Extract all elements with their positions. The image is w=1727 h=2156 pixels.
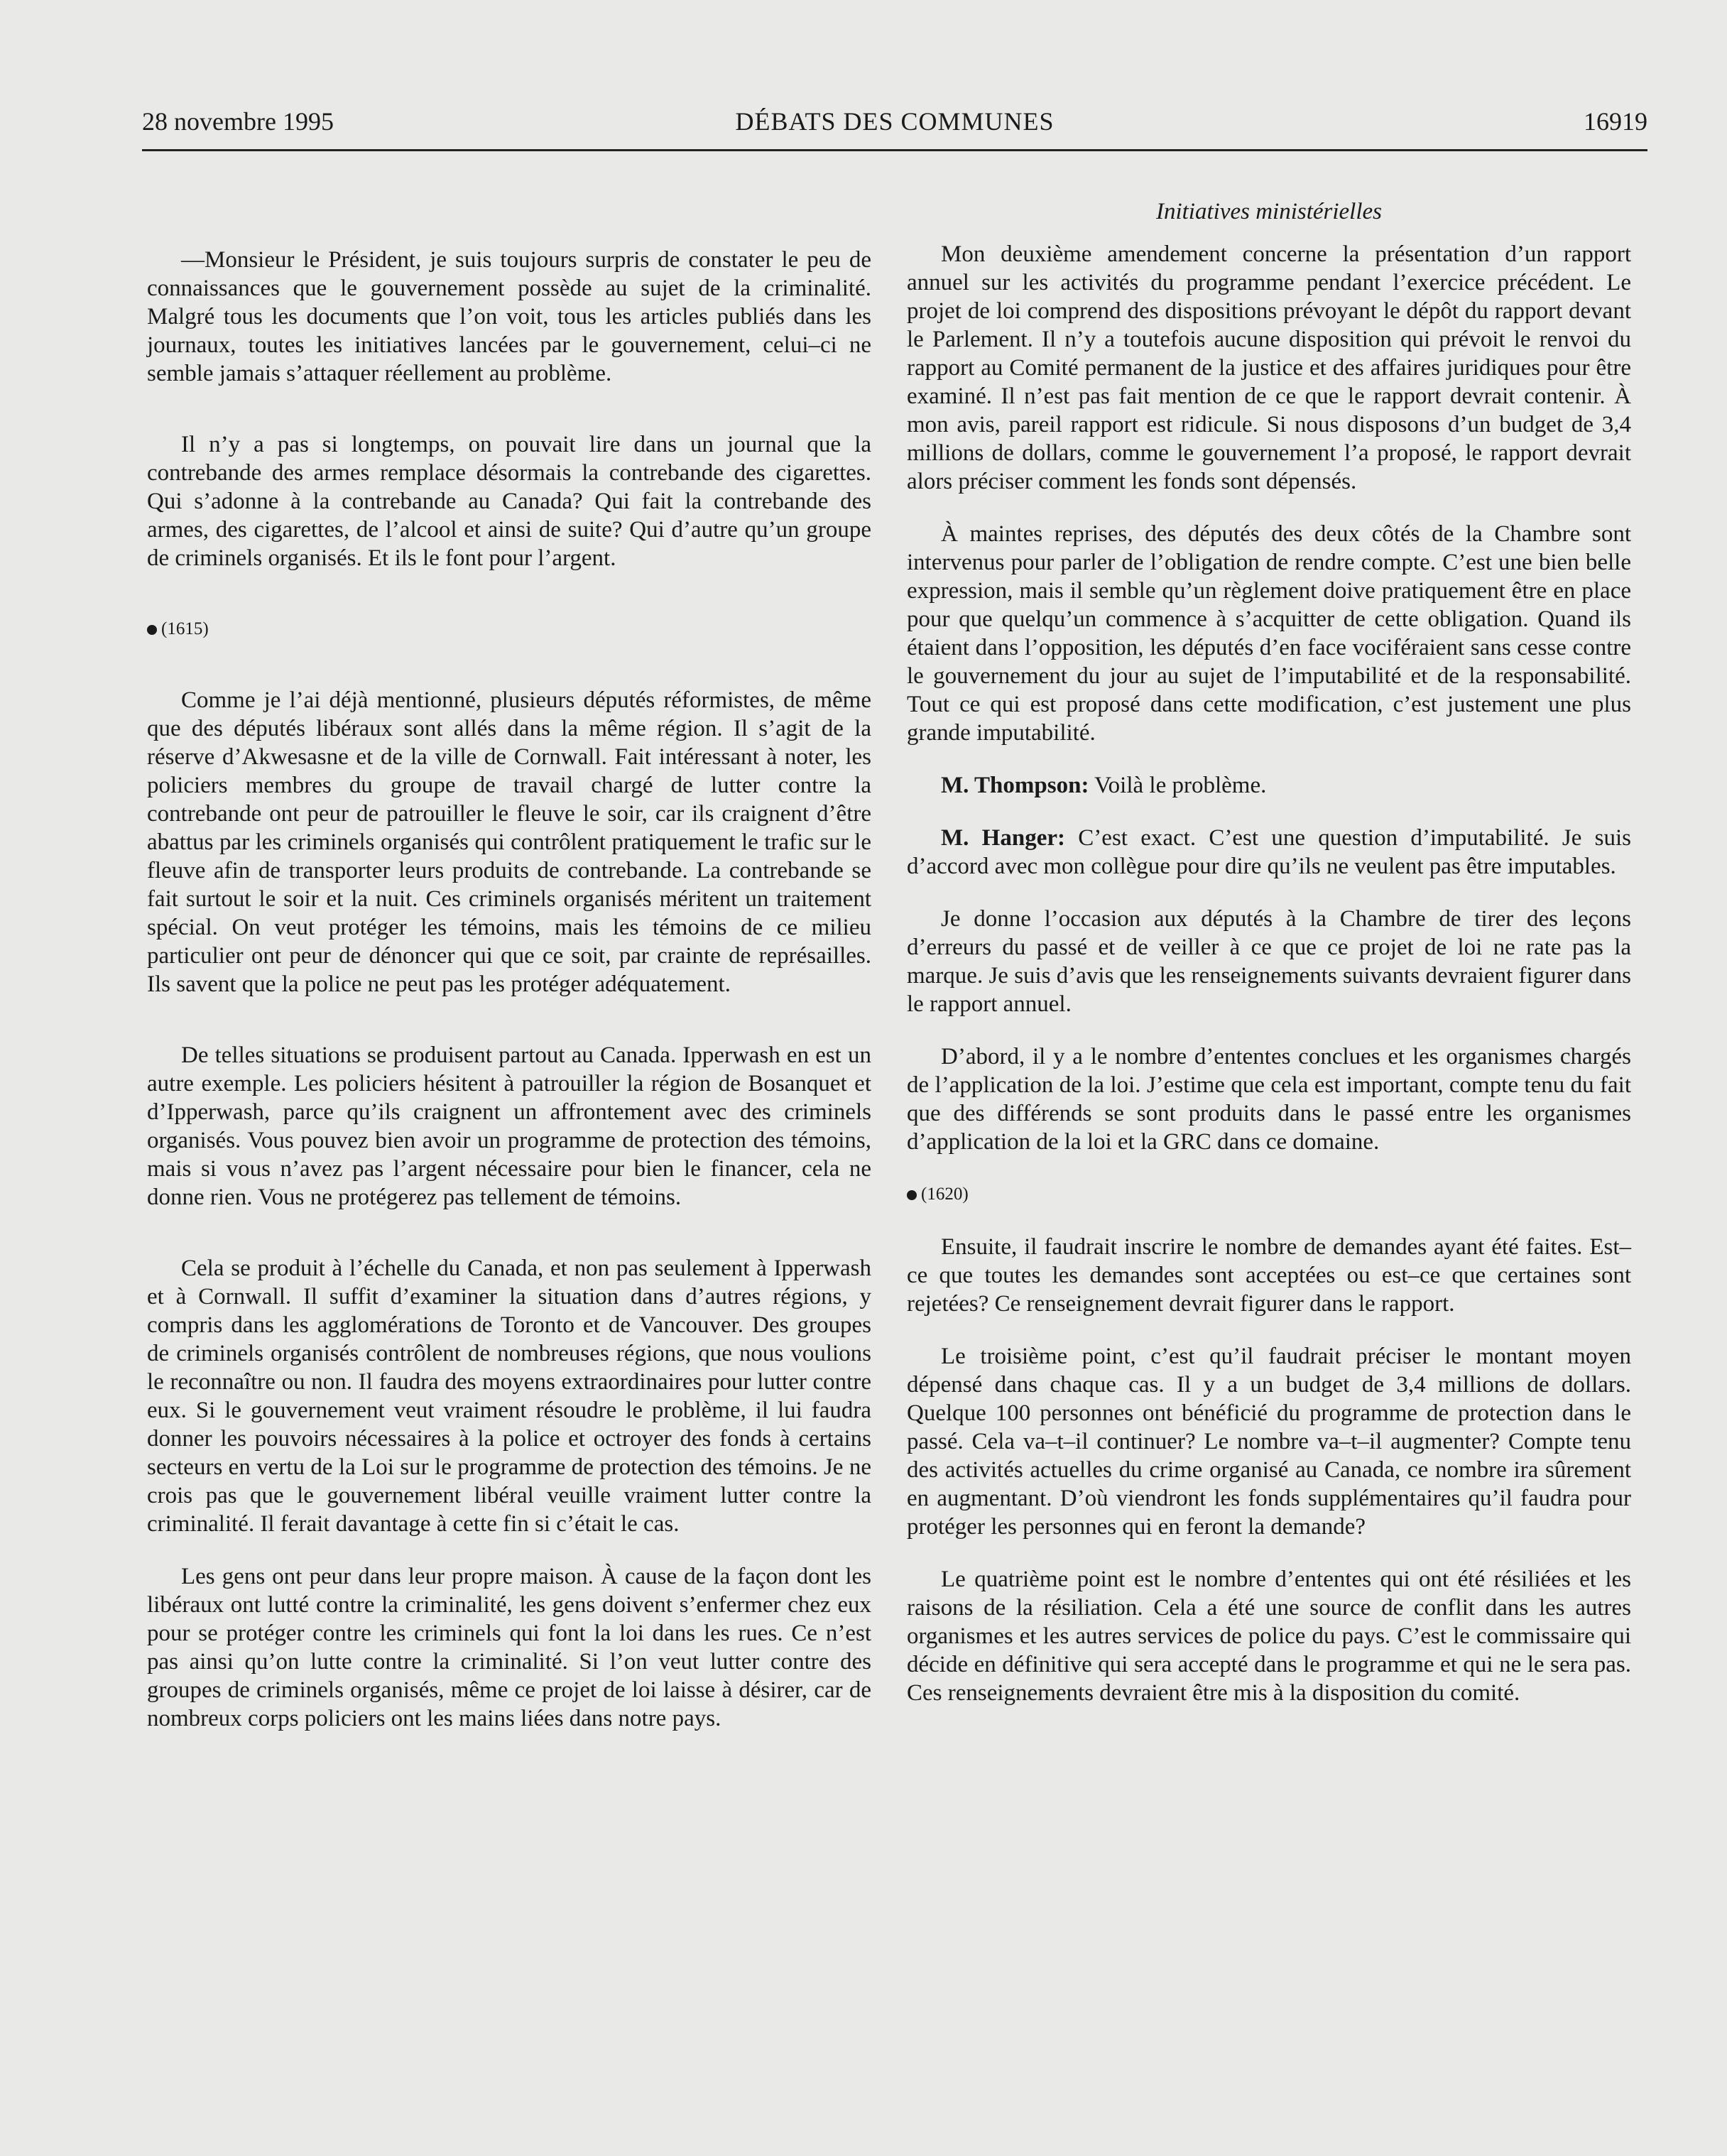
paragraph: Cela se produit à l’échelle du Canada, et non pas seulement à Ipperwash et à Cornwall. Il suffit d’examiner la situation dans d’autres régions, y compris dans les agglomérations de Toronto et de Vancouver. Des groupes de criminels organisés contrôlent de nombreuses régions, que nous voulions le reconnaître ou non. Il faudra des moyens extraordinaires pour lutter contre eux. Si le gouvernement veut vraiment résoudre le problème, il lui faudra donner les pouvoirs nécessaires à la police et octroyer des fonds à certains secteurs en vertu de la Loi sur le programme de protection des témoins. Je ne crois pas que le gouvernement libéral veuille vraiment lutter contre la criminalité. Il ferait davantage à cette fin si c’était le cas. (147, 1256, 871, 1537)
speaker-paragraph (907, 824, 1631, 881)
bullet-icon (907, 1190, 917, 1200)
speaker-paragraph (907, 771, 1631, 800)
section-title: Initiatives ministérielles (1155, 199, 1383, 224)
time-marker (907, 1180, 1631, 1209)
header-title: DÉBATS DES COMMUNES (735, 107, 1055, 136)
header-rule (142, 149, 1647, 151)
right-column (907, 197, 1631, 1707)
paragraph: Le troisième point, c’est qu’il faudrait préciser le montant moyen dépensé dans chaque cas. Il y a un budget de 3,4 millions de dollars. Quelque 100 personnes ont bénéficié du programme de protection dans le passé. Cela va–t–il continuer? Le nombre va–t–il augmenter? Compte tenu des activités actuelles du crime organisé au Canada, ce nombre ira sûrement en augmentant. D’où viendront les fonds supplémentaires qu’il faudra pour protéger les personnes qui en feront la demande? (907, 1344, 1631, 1540)
paragraph: —Monsieur le Président, je suis toujours surpris de constater le peu de connaissances que le gouvernement possède au sujet de la criminalité. Malgré tous les documents que l’on voit, tous les articles publiés dans les journaux, toutes les initiatives lancées par le gouvernement, celui–ci ne semble jamais s’attaquer réellement au problème. (147, 247, 871, 386)
paragraph: Le quatrième point est le nombre d’ententes qui ont été résiliées et les raisons de la résiliation. Cela a été une source de conflit dans les autres organismes et les autres services de police du pays. C’est le commissaire qui décide en définitive qui sera accepté dans le programme et qui ne le sera pas. Ces renseignements devraient être mis à la disposition du comité. (907, 1567, 1631, 1706)
paragraph: Les gens ont peur dans leur propre maison. À cause de la façon dont les libéraux ont lutté contre la criminalité, les gens doivent s’enfermer chez eux pour se protéger contre les criminels qui font la loi dans les rues. Ce n’est pas ainsi qu’on lutte contre la criminalité. Si l’on veut lutter contre des groupes de criminels organisés, même ce projet de loi laisse à désirer, car de nombreux corps policiers ont les mains liées dans notre pays. (147, 1564, 871, 1731)
paragraph: Il n’y a pas si longtemps, on pouvait lire dans un journal que la contrebande des armes remplace désormais la contrebande des cigarettes. Qui s’adonne à la contrebande au Canada? Qui fait la contrebande des armes, des cigarettes, de l’alcool et ainsi de suite? Qui d’autre qu’un groupe de criminels organisés. Et ils le font pour l’argent. (147, 432, 871, 571)
paragraph: Mon deuxième amendement concerne la présentation d’un rapport annuel sur les activités du programme pendant l’exercice précédent. Le projet de loi comprend des dispositions prévoyant le dépôt du rapport devant le Parlement. Il n’y a toutefois aucune disposition qui prévoit le renvoi du rapport au Comité permanent de la justice et des affaires juridiques pour être examiné. Il n’est pas fait mention de ce que le rapport devrait contenir. À mon avis, pareil rapport est ridicule. Si nous disposons d’un budget de 3,4 millions de dollars, comme le gouvernement l’a proposé, le rapport devrait alors préciser comment les fonds sont dépensés. (907, 241, 1631, 494)
paragraph: De telles situations se produisent partout au Canada. Ipperwash en est un autre exemple. Les policiers hésitent à patrouiller la région de Bosanquet et d’Ipperwash, parce qu’ils craignent un affrontement avec des criminels organisés. Vous pouvez bien avoir un programme de protection des témoins, mais si vous n’avez pas l’argent nécessaire pour bien le financer, cela ne donne rien. Vous ne protégerez pas tellement de témoins. (147, 1042, 871, 1210)
speaker-text: C’est exact. C’est une question d’imputabilité. Je suis d’accord avec mon collègue pour dire qu’ils ne veulent pas être imputables. (907, 825, 1632, 879)
time-marker-text: (1620) (921, 1185, 969, 1204)
time-marker (147, 615, 871, 643)
paragraph: Comme je l’ai déjà mentionné, plusieurs députés réformistes, de même que des députés libéraux sont allés dans la même région. Il s’agit de la réserve d’Akwesasne et de la ville de Cornwall. Fait intéressant à noter, les policiers membres du groupe de travail chargé de lutter contre la contrebande ont peur de patrouiller le fleuve le soir, car ils craignent d’être abattus par les criminels organisés qui contrôlent pratiquement le trafic sur le fleuve afin de transporter leurs produits de contrebande. La contrebande se fait surtout le soir et la nuit. Ces criminels organisés méritent un traitement spécial. On veut protéger les témoins, mais les témoins de ce milieu particulier ont peur de dénoncer qui que ce soit, par crainte de représailles. Ils savent que la police ne peut pas les protéger adéquatement. (147, 687, 871, 997)
paragraph: Je donne l’occasion aux députés à la Chambre de tirer des leçons d’erreurs du passé et de veiller à ce que ce projet de loi ne rate pas la marque. Je suis d’avis que les renseignements suivants devraient figurer dans le rapport annuel. (907, 906, 1631, 1017)
bullet-icon (147, 625, 157, 635)
time-marker-text: (1615) (161, 619, 209, 638)
speaker-name: M. Hanger: (941, 825, 1065, 851)
speaker-name: M. Thompson: (941, 773, 1089, 798)
paragraph: D’abord, il y a le nombre d’ententes conclues et les organismes chargés de l’application de la loi. J’estime que cela est important, compte tenu du fait que des différends se sont produits dans le passé entre les organismes d’application de la loi et la GRC dans ce domaine. (907, 1044, 1631, 1155)
header-date: 28 novembre 1995 (142, 107, 334, 136)
speaker-text: Voilà le problème. (1094, 773, 1267, 798)
left-column (147, 197, 871, 1733)
header-page-number: 16919 (1584, 107, 1647, 136)
paragraph: Ensuite, il faudrait inscrire le nombre de demandes ayant été faites. Est–ce que toutes les demandes sont acceptées ou est–ce que certaines sont rejetées? Ce renseignement devrait figurer dans le rapport. (907, 1234, 1631, 1317)
paragraph: À maintes reprises, des députés des deux côtés de la Chambre sont intervenus pour parler de l’obligation de rendre compte. C’est une bien belle expression, mais il semble qu’un règlement doive pratiquement être en place pour que quelqu’un commence à s’acquitter de cette obligation. Quand ils étaient dans l’opposition, les députés d’en face vociféraient sans cesse contre le gouvernement du jour au sujet de l’imputabilité et de la responsabilité. Tout ce qui est proposé dans cette modification, c’est justement une plus grande imputabilité. (907, 521, 1631, 746)
